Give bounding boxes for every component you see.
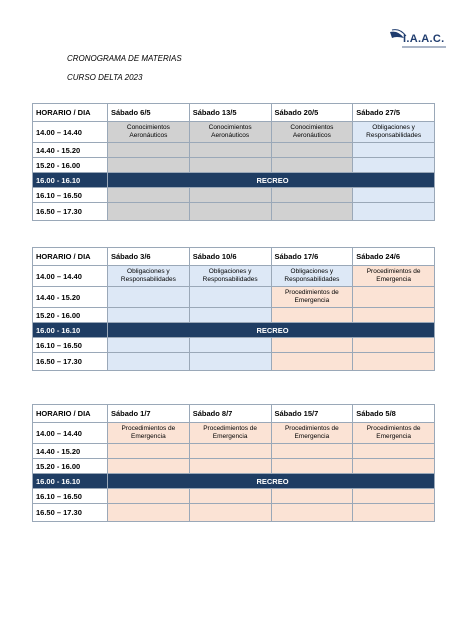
empty-cell (108, 203, 190, 221)
empty-cell (353, 308, 435, 323)
empty-cell (353, 444, 435, 459)
day-header: Sábado 10/6 (189, 248, 271, 266)
table-row (33, 338, 435, 353)
day-header: Sábado 24/6 (353, 248, 435, 266)
table-header-row (33, 248, 435, 266)
empty-cell (108, 338, 190, 353)
recreo-row (33, 173, 435, 188)
day-header: Sábado 15/7 (271, 405, 353, 423)
empty-cell (108, 444, 190, 459)
subject-cell: Obligaciones y Responsabilidades (108, 266, 190, 287)
empty-cell (108, 489, 190, 504)
empty-cell (271, 203, 353, 221)
document-subtitle: CURSO DELTA 2023 (67, 73, 143, 82)
schedule-table-2 (32, 247, 435, 371)
empty-cell (353, 504, 435, 522)
day-header: Sábado 20/5 (271, 104, 353, 122)
empty-cell (189, 143, 271, 158)
day-header: Sábado 17/6 (271, 248, 353, 266)
header-cell: HORARIO / DIA (33, 405, 108, 423)
empty-cell (189, 287, 271, 308)
time-cell: 16.50 – 17.30 (33, 203, 108, 221)
empty-cell (189, 459, 271, 474)
empty-cell (271, 143, 353, 158)
empty-cell (271, 459, 353, 474)
day-header: Sábado 13/5 (189, 104, 271, 122)
subject-cell: Procedimientos de Emergencia (271, 423, 353, 444)
time-cell: 14.00 – 14.40 (33, 423, 108, 444)
empty-cell (108, 504, 190, 522)
table-row (33, 423, 435, 444)
day-header: Sábado 5/8 (353, 405, 435, 423)
empty-cell (353, 338, 435, 353)
empty-cell (353, 143, 435, 158)
time-cell: 16.10 – 16.50 (33, 489, 108, 504)
subject-cell: Conocimientos Aeronáuticos (189, 122, 271, 143)
subject-cell: Conocimientos Aeronáuticos (108, 122, 190, 143)
table-header-row (33, 104, 435, 122)
empty-cell (189, 203, 271, 221)
empty-cell (108, 188, 190, 203)
subject-cell: Obligaciones y Responsabilidades (353, 122, 435, 143)
empty-cell (189, 338, 271, 353)
empty-cell (353, 188, 435, 203)
recreo-row (33, 474, 435, 489)
time-cell: 14.40 - 15.20 (33, 143, 108, 158)
time-cell: 16.10 – 16.50 (33, 338, 108, 353)
empty-cell (271, 338, 353, 353)
empty-cell (353, 489, 435, 504)
empty-cell (108, 308, 190, 323)
recreo-label: RECREO (108, 323, 435, 338)
day-header: Sábado 27/5 (353, 104, 435, 122)
empty-cell (353, 203, 435, 221)
time-cell: 16.00 - 16.10 (33, 173, 108, 188)
day-header: Sábado 1/7 (108, 405, 190, 423)
table-row (33, 158, 435, 173)
table-row (33, 143, 435, 158)
time-cell: 15.20 - 16.00 (33, 308, 108, 323)
empty-cell (353, 158, 435, 173)
recreo-label: RECREO (108, 474, 435, 489)
table-row (33, 308, 435, 323)
subject-cell: Obligaciones y Responsabilidades (189, 266, 271, 287)
table-row (33, 353, 435, 371)
empty-cell (271, 308, 353, 323)
header-cell: HORARIO / DIA (33, 248, 108, 266)
subject-cell: Procedimientos de Emergencia (353, 266, 435, 287)
subject-cell: Obligaciones y Responsabilidades (271, 266, 353, 287)
empty-cell (108, 143, 190, 158)
table-row (33, 203, 435, 221)
table-row (33, 444, 435, 459)
table-row (33, 188, 435, 203)
time-cell: 16.50 – 17.30 (33, 504, 108, 522)
document-title: CRONOGRAMA DE MATERIAS (67, 54, 182, 63)
table-header-row (33, 405, 435, 423)
subject-cell: Procedimientos de Emergencia (189, 423, 271, 444)
empty-cell (271, 158, 353, 173)
empty-cell (189, 308, 271, 323)
empty-cell (189, 444, 271, 459)
table-row (33, 504, 435, 522)
day-header: Sábado 6/5 (108, 104, 190, 122)
header-cell: HORARIO / DIA (33, 104, 108, 122)
time-cell: 14.40 - 15.20 (33, 287, 108, 308)
empty-cell (189, 188, 271, 203)
day-header: Sábado 3/6 (108, 248, 190, 266)
time-cell: 14.40 - 15.20 (33, 444, 108, 459)
empty-cell (271, 353, 353, 371)
subject-cell: Procedimientos de Emergencia (353, 423, 435, 444)
logo-text: I.A.A.C. (403, 33, 445, 45)
time-cell: 16.50 – 17.30 (33, 353, 108, 371)
time-cell: 14.00 – 14.40 (33, 266, 108, 287)
empty-cell (271, 188, 353, 203)
table-row (33, 266, 435, 287)
empty-cell (353, 353, 435, 371)
time-cell: 16.00 - 16.10 (33, 323, 108, 338)
empty-cell (189, 504, 271, 522)
empty-cell (108, 353, 190, 371)
time-cell: 16.10 – 16.50 (33, 188, 108, 203)
empty-cell (271, 489, 353, 504)
day-header: Sábado 8/7 (189, 405, 271, 423)
empty-cell (108, 158, 190, 173)
subject-cell: Procedimientos de Emergencia (271, 287, 353, 308)
empty-cell (353, 459, 435, 474)
table-row (33, 489, 435, 504)
table-row (33, 122, 435, 143)
time-cell: 16.00 - 16.10 (33, 474, 108, 489)
iaac-logo (388, 26, 448, 50)
recreo-label: RECREO (108, 173, 435, 188)
table-row (33, 459, 435, 474)
empty-cell (189, 158, 271, 173)
empty-cell (353, 287, 435, 308)
empty-cell (271, 444, 353, 459)
empty-cell (108, 459, 190, 474)
time-cell: 15.20 - 16.00 (33, 158, 108, 173)
empty-cell (271, 504, 353, 522)
table-row (33, 287, 435, 308)
subject-cell: Procedimientos de Emergencia (108, 423, 190, 444)
empty-cell (189, 489, 271, 504)
schedule-table-3 (32, 404, 435, 522)
empty-cell (189, 353, 271, 371)
schedule-table-1 (32, 103, 435, 221)
time-cell: 14.00 – 14.40 (33, 122, 108, 143)
recreo-row (33, 323, 435, 338)
subject-cell: Conocimientos Aeronáuticos (271, 122, 353, 143)
empty-cell (108, 287, 190, 308)
time-cell: 15.20 - 16.00 (33, 459, 108, 474)
